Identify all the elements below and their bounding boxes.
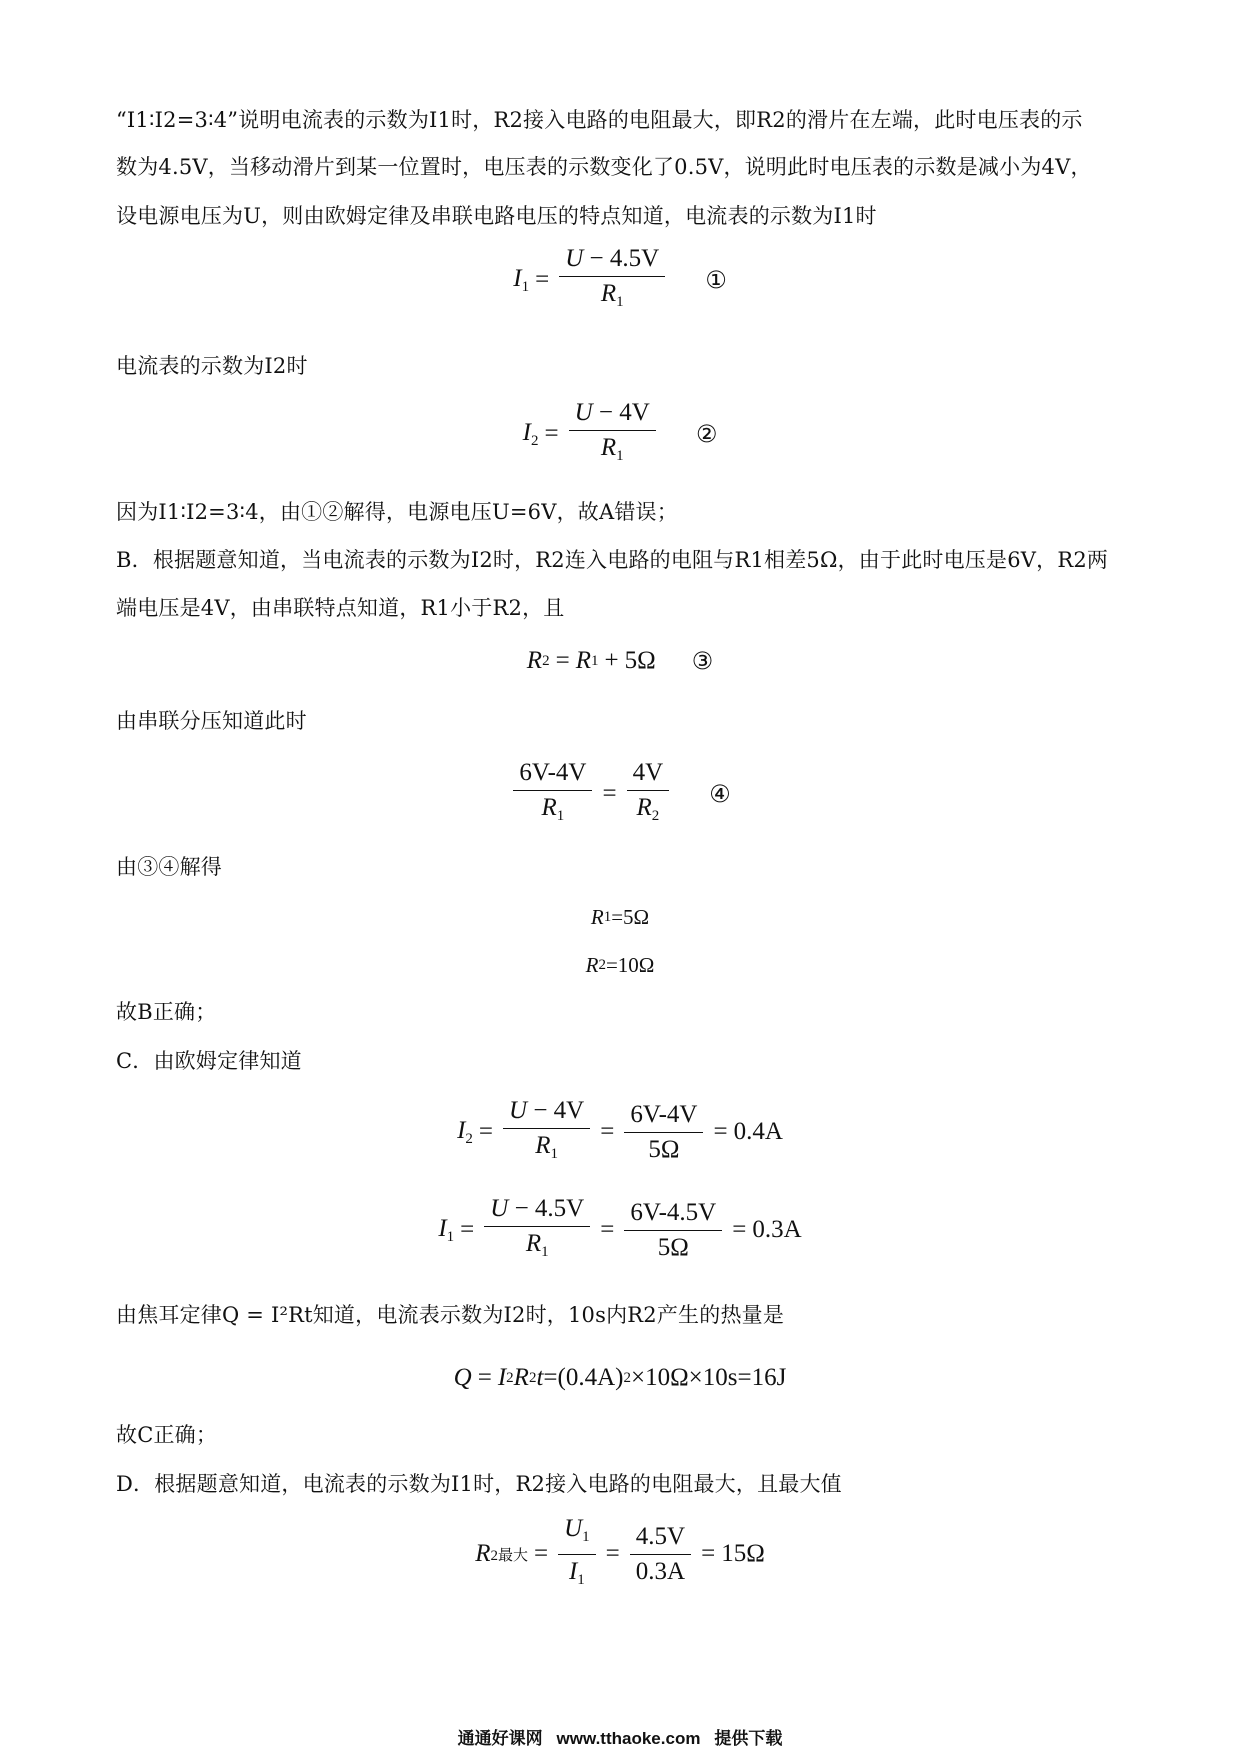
equation-6: R 2 =10Ω	[585, 952, 655, 977]
footer-url-link[interactable]: www.tthaoke.com	[556, 1729, 701, 1748]
equation-3: R 2 = R 1 + 5Ω ③	[526, 647, 714, 675]
equation-10: R 2最大 = $\frac{U_1}{I_1}$ = $\frac{4.5V}{0.3A}$ = 15Ω	[475, 1514, 765, 1588]
equation-1: $I_1$ = $\frac{U - 4.5V}{R_1}$ ①	[513, 244, 727, 310]
equation-7: $I_2$ = $\frac{U - 4V}{R_1}$ = $\frac{6V-4V}{5\Omega}$ = 0.4A	[457, 1096, 783, 1163]
text-line-4: 电流表的示数为I2时	[116, 354, 308, 378]
text-line-5: 因为I1∶I2=3∶4，由①②解得，电源电压U=6V，故A错误；	[116, 500, 678, 524]
text-line-12: 由焦耳定律Q = I²Rt知道，电流表示数为I2时，10s内R2产生的热量是	[116, 1303, 785, 1327]
text-line-6: B．根据题意知道，当电流表的示数为I2时，R2连入电路的电阻与R1相差5Ω，由于此时电压是6V，R2两	[116, 548, 1109, 572]
text-line-13: 故C正确；	[116, 1423, 218, 1447]
equation-2: $I_2$ = $\frac{U - 4V}{R_1}$ ②	[522, 398, 718, 464]
text-line-11: C．由欧姆定律知道	[116, 1049, 302, 1073]
equation-4: $\frac{6V-4V}{R_1}$ = $\frac{4V}{R_2}$ ④	[0, 752, 1240, 836]
text-line-14: D．根据题意知道，电流表的示数为I1时，R2接入电路的电阻最大，且最大值	[116, 1472, 842, 1496]
text-line-2: 数为4.5V，当移动滑片到某一位置时，电压表的示数变化了0.5V，说明此时电压表的示数是减小为4V，	[116, 155, 1092, 179]
text-line-8: 由串联分压知道此时	[116, 709, 307, 733]
footer-site-name: 通通好课网	[457, 1729, 543, 1749]
text-line-9: 由③④解得	[116, 855, 222, 879]
footer-download-text: 提供下载	[714, 1729, 783, 1749]
page-footer	[0, 1724, 1240, 1749]
equation-9: Q = I 2 R 2 t =(0.4A) 2 ×10Ω×10s=16J	[453, 1364, 787, 1391]
equation-5: R 1 =5Ω	[590, 904, 650, 929]
text-line-3: 设电源电压为U，则由欧姆定律及串联电路电压的特点知道，电流表的示数为I1时	[116, 204, 877, 228]
text-line-7: 端电压是4V，由串联特点知道，R1小于R2，且	[116, 596, 565, 620]
text-line-10: 故B正确；	[116, 1000, 217, 1024]
text-line-1: “I1∶I2=3∶4”说明电流表的示数为I1时，R2接入电路的电阻最大，即R2的滑片在左端，此时电压表的示	[116, 108, 1083, 132]
equation-8: $I_1$ = $\frac{U - 4.5V}{R_1}$ = $\frac{6V-4.5V}{5\Omega}$ = 0.3A	[438, 1194, 802, 1261]
